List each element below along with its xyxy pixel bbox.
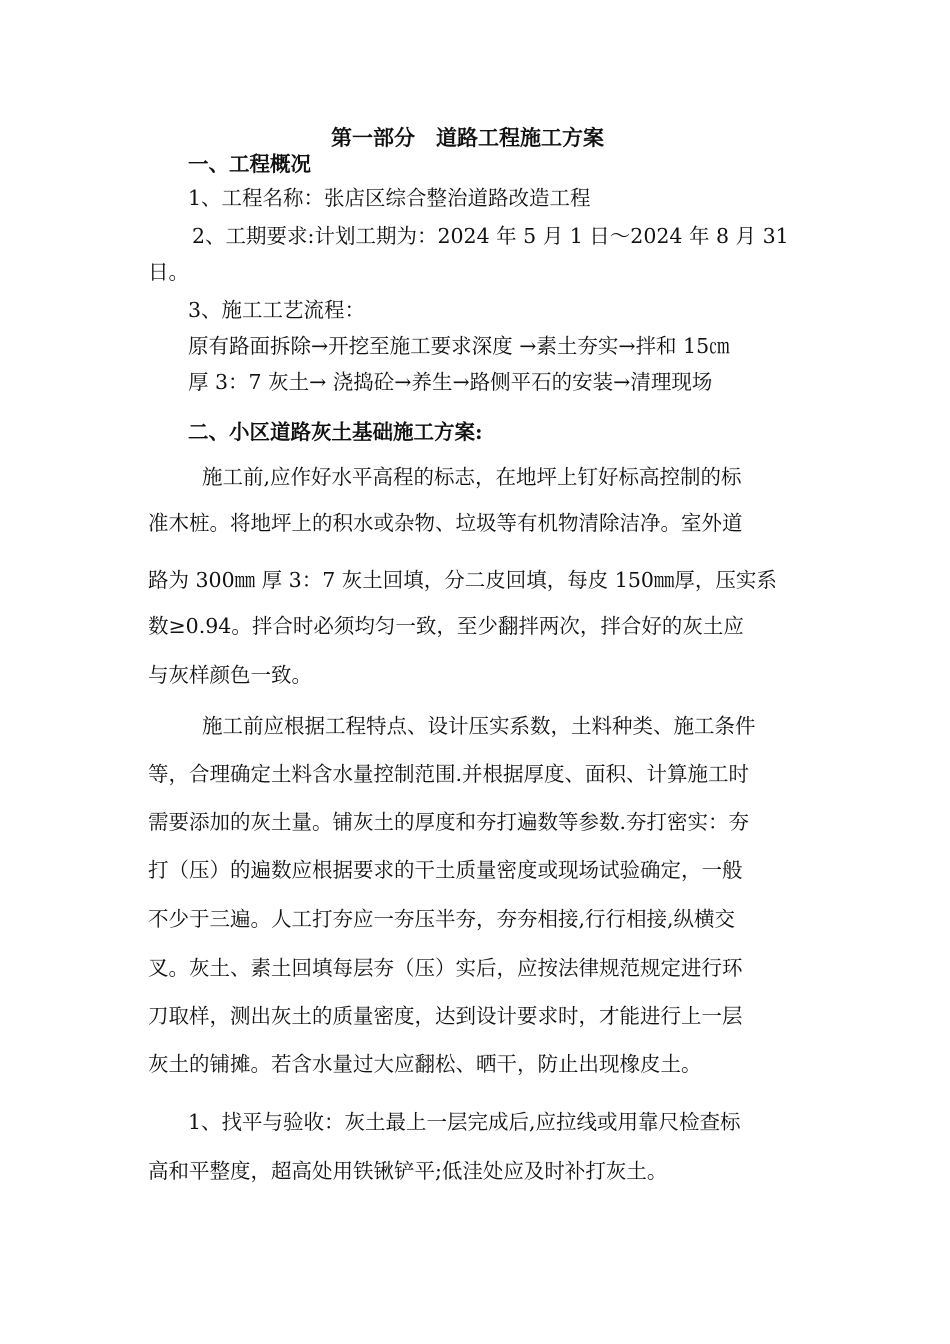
process-heading: 3、施工工艺流程： [188, 298, 366, 322]
para2-line: 灰土的铺摊。若含水量过大应翻松、晒干，防止出现橡皮土。 [148, 1052, 702, 1076]
para1-line: 准木桩。将地坪上的积水或杂物、垃圾等有机物清除洁净。室外道 [148, 511, 743, 535]
para2-line: 等，合理确定土料含水量控制范围.并根据厚度、面积、计算施工时 [148, 762, 750, 786]
para2-line: 施工前应根据工程特点、设计压实系数，土料种类、施工条件 [202, 714, 756, 738]
section2-heading: 二、小区道路灰土基础施工方案: [188, 420, 483, 444]
para2-line: 不少于三遍。人工打夯应一夯压半夯，夯夯相接,行行相接,纵横交 [148, 907, 736, 931]
para2-line: 叉。灰土、素土回填每层夯（压）实后，应按法律规范规定进行环 [148, 956, 743, 980]
para1-line: 数≥0.94。拌合时必须均匀一致，至少翻拌两次，拌合好的灰土应 [148, 614, 744, 638]
project-name: 1、工程名称：张店区综合整治道路改造工程 [188, 186, 591, 210]
document-title: 第一部分 道路工程施工方案 [331, 125, 604, 150]
para3-line: 1、找平与验收：灰土最上一层完成后,应拉线或用靠尺检查标 [188, 1110, 741, 1134]
para2-line: 需要添加的灰土量。铺灰土的厚度和夯打遍数等参数.夯打密实：夯 [148, 810, 750, 834]
para1-line: 路为 300㎜ 厚 3：7 灰土回填，分二皮回填，每皮 150㎜厚，压实系 [148, 568, 777, 592]
para3-line: 高和平整度，超高处用铁锹铲平;低洼处应及时补打灰土。 [148, 1159, 668, 1183]
section1-heading: 一、工程概况 [188, 152, 311, 176]
process-flow-line2: 厚 3：7 灰土→ 浇捣砼→养生→路侧平石的安装→清理现场 [188, 370, 713, 394]
para1-line: 施工前,应作好水平高程的标志，在地坪上钉好标高控制的标 [202, 465, 742, 489]
para2-line: 刀取样，测出灰土的质量密度，达到设计要求时，才能进行上一层 [148, 1004, 743, 1028]
para1-line: 与灰样颜色一致。 [148, 663, 312, 687]
para2-line: 打（压）的遍数应根据要求的干土质量密度或现场试验确定，一般 [148, 858, 743, 882]
schedule-line2: 日。 [148, 260, 189, 284]
process-flow-line1: 原有路面拆除→开挖至施工要求深度 →素土夯实→拌和 15㎝ [188, 334, 730, 358]
schedule-line1: 2、工期要求:计划工期为：2024 年 5 月 1 日～2024 年 8 月 31 [192, 224, 789, 248]
